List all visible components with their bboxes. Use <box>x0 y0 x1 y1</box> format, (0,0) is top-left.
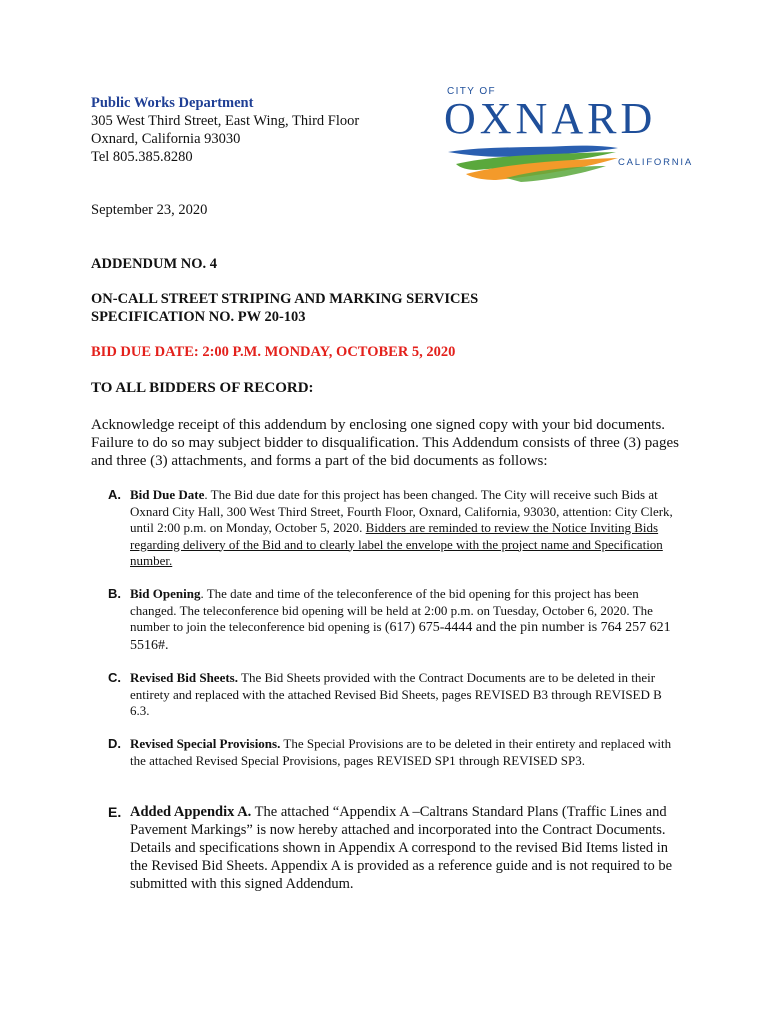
item-title: Bid Due Date <box>130 487 205 502</box>
logo-city-of: CITY OF <box>447 86 497 97</box>
bid-due-date: BID DUE DATE: 2:00 P.M. MONDAY, OCTOBER 5, 2020 <box>91 344 456 360</box>
department-name: Public Works Department <box>91 95 254 111</box>
item-revised-special-provisions <box>108 736 678 769</box>
item-letter: B. <box>108 586 121 601</box>
logo-state: CALIFORNIA <box>618 157 694 168</box>
item-underlined-note: Bidders are reminded to review the Notice Inviting Bids regarding delivery of the Bid and to clearly label the envelope with the project name and Specification number. <box>130 520 663 568</box>
item-text: The Special Provisions are to be deleted in their entirety and replaced with the attached Revised Special Provisions, pages REVISED SP1 through REVISED SP3. <box>130 736 672 768</box>
item-text: . The Bid due date for this project has been changed. The City will receive such Bids at Oxnard City Hall, 300 West Third Street, Fourth Floor, Oxnard, California, 93030, attention: City Clerk, until 2:00 p.m. on Monday, October 5, 2020. <box>130 487 673 535</box>
project-title <box>91 290 478 326</box>
item-title: Bid Opening <box>130 586 201 601</box>
item-letter: D. <box>108 736 121 751</box>
salutation: TO ALL BIDDERS OF RECORD: <box>91 380 314 396</box>
teleconference-number: (617) 675-4444 and the pin number is 764 257 621 5516#. <box>130 620 671 653</box>
item-title: Added Appendix A. <box>130 804 252 820</box>
item-text: The Bid Sheets provided with the Contract Documents are to be deleted in their entirety and replaced with the attached Revised Bid Sheets, pages REVISED B3 through REVISED B 6.3. <box>130 670 662 718</box>
item-letter: C. <box>108 670 121 685</box>
letterhead-address <box>91 94 359 166</box>
item-bid-opening <box>108 586 678 654</box>
item-letter: E. <box>108 804 122 820</box>
city-of-oxnard-logo <box>440 86 700 186</box>
addendum-title: ADDENDUM NO. 4 <box>91 256 218 272</box>
logo-wordmark: OXNARD <box>444 94 657 143</box>
address-line-1: 305 West Third Street, East Wing, Third Floor <box>91 113 360 129</box>
item-bid-due-date <box>108 487 678 570</box>
specification-number: SPECIFICATION NO. PW 20-103 <box>91 309 306 325</box>
phone-number: Tel 805.385.8280 <box>91 149 193 165</box>
intro-paragraph: Acknowledge receipt of this addendum by enclosing one signed copy with your bid documents. Failure to do so may subject bidder to disqualification. This Addendum consists of three (3) pages and three (3) attachments, and forms a part of the bid documents as follows: <box>91 417 679 469</box>
item-added-appendix-a <box>108 803 678 893</box>
item-letter: A. <box>108 487 121 502</box>
item-title: Revised Bid Sheets. <box>130 670 238 685</box>
item-revised-bid-sheets <box>108 670 678 720</box>
logo-swoosh-icon <box>446 144 621 186</box>
address-line-2: Oxnard, California 93030 <box>91 131 241 147</box>
project-name: ON-CALL STREET STRIPING AND MARKING SERVICES <box>91 291 479 307</box>
item-text: . The date and time of the teleconference of the bid opening for this project has been changed. The teleconference bid opening will be held at 2:00 p.m. on Tuesday, October 6, 2020. The number to join the teleconference bid opening is <box>130 586 653 634</box>
item-text: The attached “Appendix A –Caltrans Standard Plans (Traffic Lines and Pavement Markings” is now hereby attached and incorporated into the Contract Documents. Details and specifications shown in Appendix A correspond to the revised Bid Items listed in the Revised Bid Sheets. Appendix A is provided as a reference guide and is not required to be submitted with this signed Addendum. <box>130 804 673 892</box>
item-title: Revised Special Provisions. <box>130 736 281 751</box>
letter-date: September 23, 2020 <box>91 202 208 218</box>
